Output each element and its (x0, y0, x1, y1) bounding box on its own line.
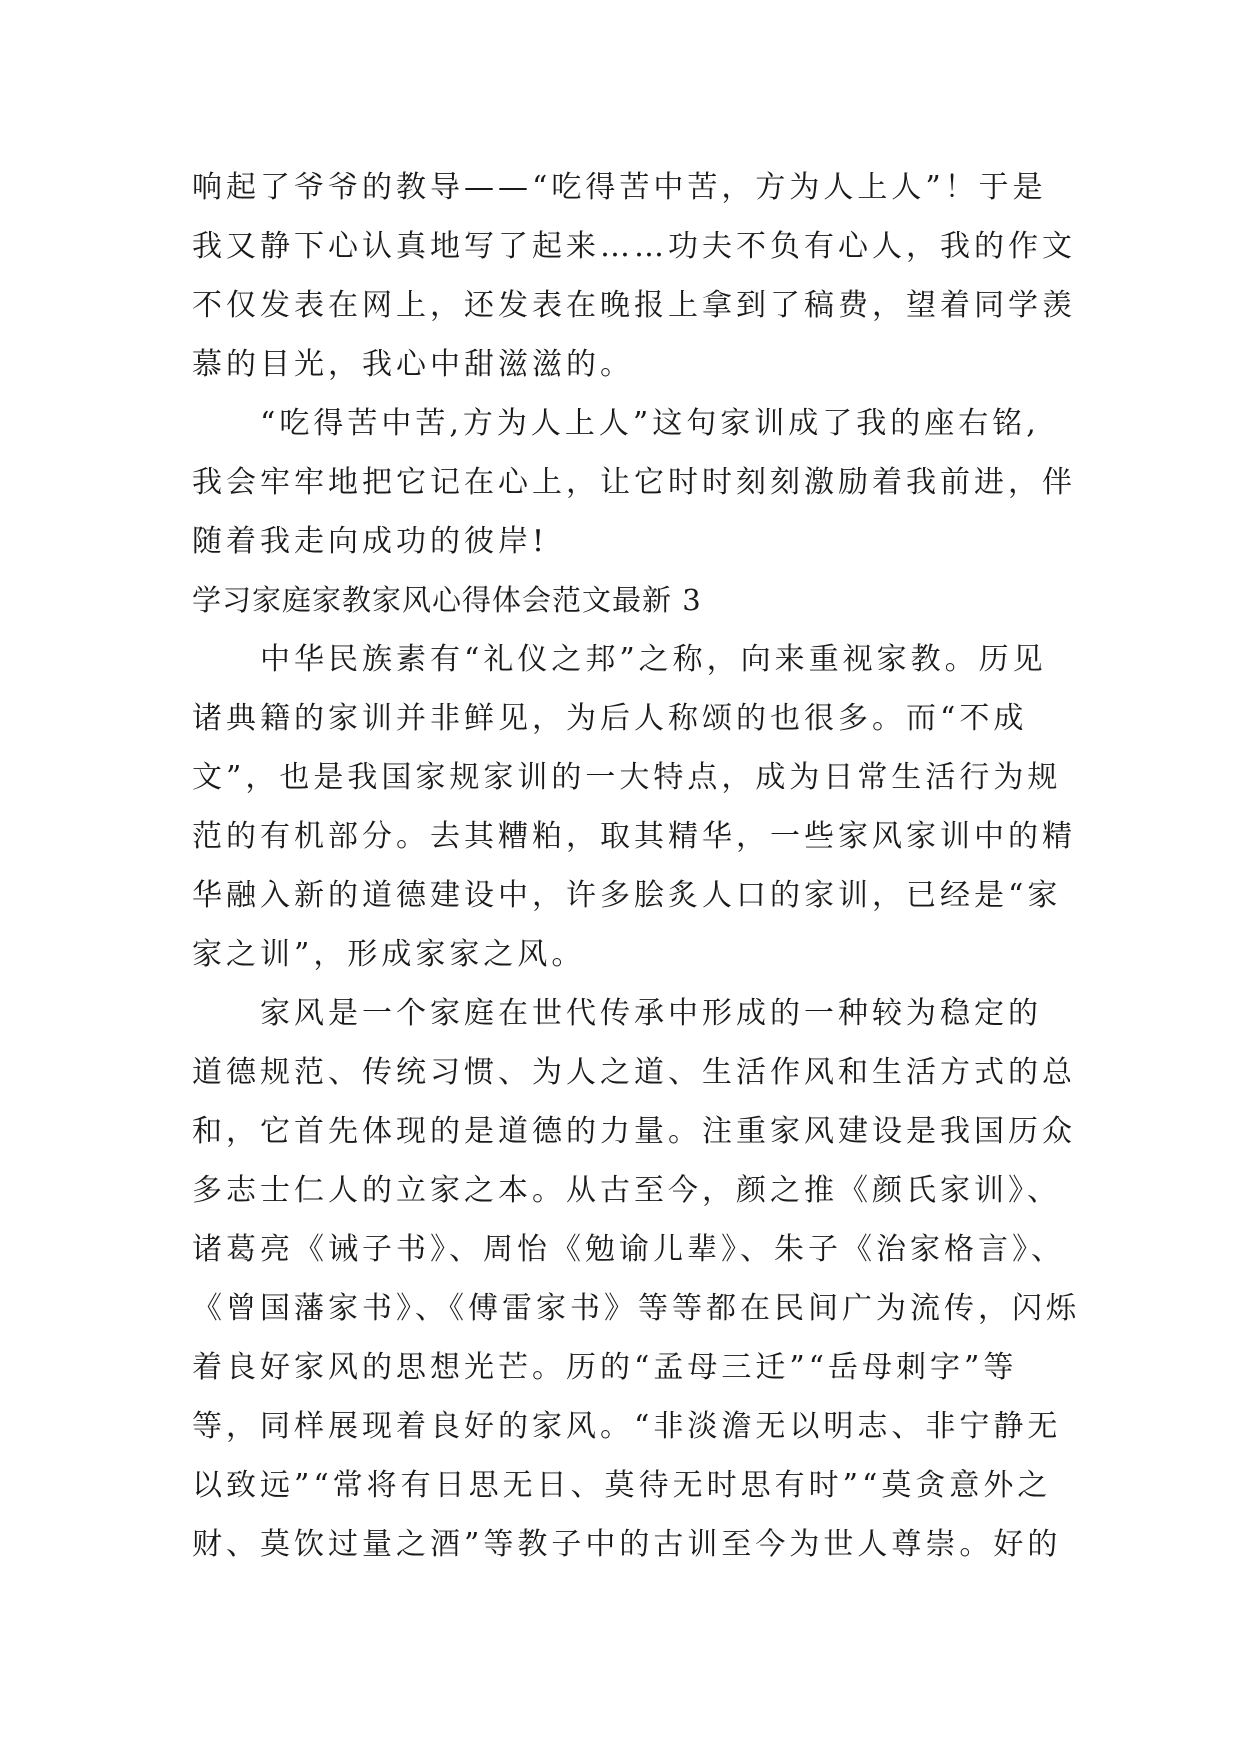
document-body (192, 158, 1080, 1574)
text-line: 慕的目光，我心中甜滋滋的。 (192, 347, 634, 382)
text-line: 华融入新的道德建设中，许多脍炙人口的家训，已经是“家 (192, 878, 1062, 913)
text-line: 范的有机部分。去其糟粕，取其精华，一些家风家训中的精 (192, 819, 1076, 854)
text-line: 道德规范、传统习惯、为人之道、生活作风和生活方式的总 (192, 1055, 1076, 1090)
paragraph-first-line: “吃得苦中苦,方为人上人”这句家训成了我的座右铭, (260, 406, 1040, 441)
text-line: 财、莫饮过量之酒”等教子中的古训至今为世人尊崇。好的 (192, 1527, 1062, 1562)
text-line: 随着我走向成功的彼岸! (192, 524, 549, 559)
paragraph-first-line: 家风是一个家庭在世代传承中形成的一种较为稳定的 (260, 996, 1042, 1031)
text-line: 以致远”“常将有日思无日、莫待无时思有时”“莫贪意外之 (192, 1468, 1052, 1503)
text-line: 不仅发表在网上，还发表在晚报上拿到了稿费，望着同学羡 (192, 288, 1076, 323)
text-line: 文”，也是我国家规家训的一大特点，成为日常生活行为规 (192, 760, 1062, 795)
text-line: 诸典籍的家训并非鲜见，为后人称颂的也很多。而“不成 (192, 701, 1028, 736)
paragraph-first-line: 中华民族素有“礼仪之邦”之称，向来重视家教。历见 (260, 642, 1047, 677)
text-line: 我又静下心认真地写了起来……功夫不负有心人，我的作文 (192, 229, 1076, 264)
text-line: 家之训”，形成家家之风。 (192, 937, 586, 972)
text-line: 响起了爷爷的教导——“吃得苦中苦，方为人上人”！于是 (192, 170, 1047, 205)
text-line: 着良好家风的思想光芒。历的“孟母三迁”“岳母刺字”等 (192, 1350, 1018, 1385)
text-line: 多志士仁人的立家之本。从古至今，颜之推《颜氏家训》、 (192, 1173, 1061, 1208)
text-line: 等，同样展现着良好的家风。“非淡澹无以明志、非宁静无 (192, 1409, 1062, 1444)
text-line: 诸葛亮《诫子书》、周怡《勉谕儿辈》、朱子《治家格言》、 (192, 1232, 1065, 1267)
text-line: 《曾国藩家书》、《傅雷家书》等等都在民间广为流传，闪烁 (192, 1291, 1080, 1326)
text-line: 和，它首先体现的是道德的力量。注重家风建设是我国历众 (192, 1114, 1076, 1149)
section-heading: 学习家庭家教家风心得体会范文最新 3 (192, 583, 702, 617)
text-line: 我会牢牢地把它记在心上，让它时时刻刻激励着我前进，伴 (192, 465, 1076, 500)
